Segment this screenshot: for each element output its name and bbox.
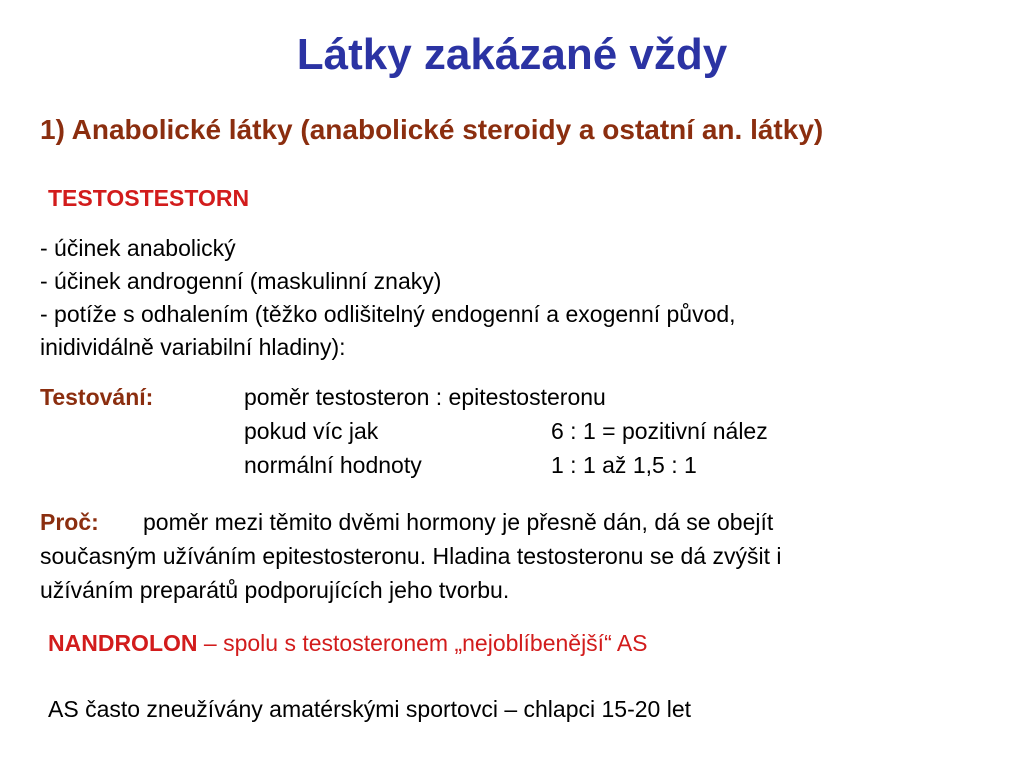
testing-threshold-value: 6 : 1 = pozitivní nález: [551, 418, 768, 444]
proc-paragraph: [40, 505, 781, 607]
effects-list: [40, 232, 736, 364]
list-item: - účinek anabolický: [40, 235, 236, 261]
testing-ratio-line: poměr testosteron : epitestosteronu: [244, 384, 606, 410]
proc-line-3: užíváním preparátů podporujících jeho tvorbu.: [40, 577, 510, 603]
testosterone-heading: TESTOSTESTORN: [48, 185, 250, 211]
proc-line-1: [40, 505, 781, 539]
proc-text-1: poměr mezi těmito dvěmi hormony je přesně dán, dá se obejít: [143, 509, 774, 535]
list-item: inidividálně variabilní hladiny):: [40, 334, 346, 360]
nandrolon-text: – spolu s testosteronem „nejoblíbenější“ AS: [197, 630, 648, 656]
slide-title: Látky zakázané vždy: [296, 30, 728, 79]
list-item: - potíže s odhalením (těžko odlišitelný endogenní a exogenní původ,: [40, 301, 736, 327]
testing-label: Testování:: [40, 384, 154, 410]
nandrolon-line: [48, 630, 648, 657]
testing-normal-value: 1 : 1 až 1,5 : 1: [551, 452, 697, 478]
list-item: - účinek androgenní (maskulinní znaky): [40, 268, 442, 294]
final-note: AS často zneužívány amatérskými sportovci – chlapci 15-20 let: [48, 696, 692, 722]
testing-threshold-label: pokud víc jak: [244, 418, 379, 444]
proc-line-2: současným užíváním epitestosteronu. Hladina testosteronu se dá zvýšit i: [40, 543, 782, 569]
testing-normal-label: normální hodnoty: [244, 452, 422, 478]
proc-label: Proč:: [40, 509, 99, 535]
section-subtitle: 1) Anabolické látky (anabolické steroidy a ostatní an. látky): [40, 114, 824, 145]
nandrolon-name: NANDROLON: [48, 630, 198, 656]
